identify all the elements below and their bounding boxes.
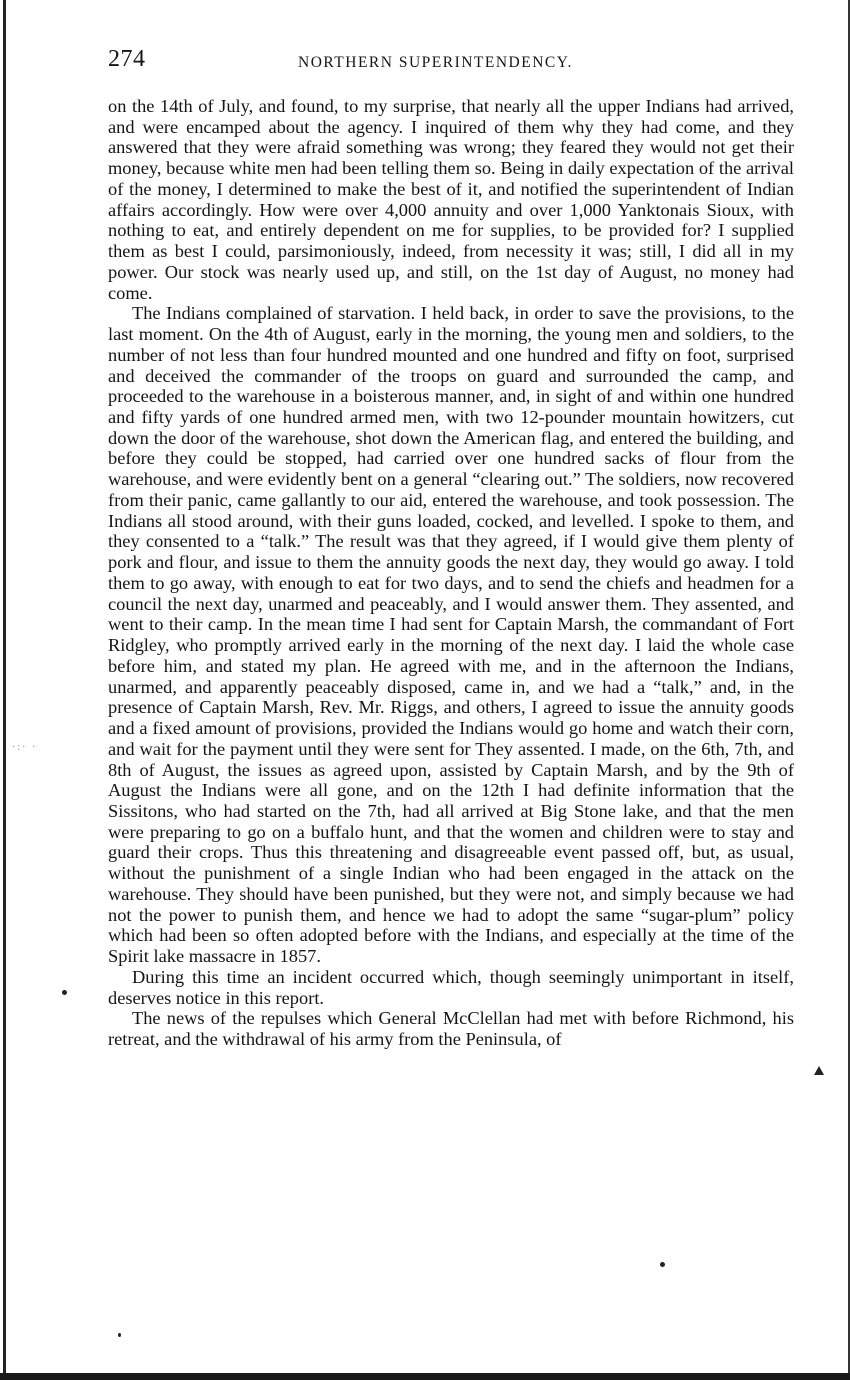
paragraph: The Indians complained of starvation. I held back, in order to save the provisions, to the last moment. On the 4th of August, early in the morning, the young men and soldiers, to the number of not less than four hundred mounted and one hundred and fifty on foot, surprised and deceived the commander of the troops on guard and surrounded the camp, and proceeded to the warehouse in a boisterous manner, and, in sight of and within one hundred and fifty yards of one hundred armed men, with two 12-pounder mountain howitzers, cut down the door of the warehouse, shot down the American flag, and entered the building, and before they could be stopped, had carried over one hundred sacks of flour from the warehouse, and were evidently bent on a general “clearing out.” The soldiers, now recovered from their panic, came gallantly to our aid, entered the warehouse, and took possession. The Indians all stood around, with their guns loaded, cocked, and levelled. I spoke to them, and they consented to a “talk.” The result was that they agreed, if I would give them plenty of pork and flour, and issue to them the annuity goods the next day, they would go away. I told them to go away, with enough to eat for two days, and to send the chiefs and headmen for a council the next day, unarmed and peaceably, and I would answer them. They assented, and went to their camp. In the mean time I had sent for Captain Marsh, the commandant of Fort Ridgley, who promptly arrived early in the morning of the next day. I laid the whole case before him, and stated my plan. He agreed with me, and in the afternoon the Indians, unarmed, and apparently peaceably disposed, came in, and we had a “talk,” and, in the presence of Captain Marsh, Rev. Mr. Riggs, and others, I agreed to issue the annuity goods and a fixed amount of provisions, provided the Indians would go home and watch their corn, and wait for the payment until they were sent for They assented. I made, on the 6th, 7th, and 8th of August, the issues as agreed upon, assisted by Captain Marsh, and by the 9th of August the Indians were all gone, and on the 12th I had definite information that the Sissitons, who had started on the 7th, had all arrived at Big Stone lake, and that the men were preparing to go on a buffalo hunt, and that the women and children were to stay and guard their crops. Thus this threatening and disagreeable event passed off, but, as usual, without the punishment of a single Indian who had been engaged in the attack on the warehouse. They should have been punished, but they were not, and simply because we had not the power to punish them, and hence we had to adopt the same “sugar-plum” policy which had been so often adopted before with the Indians, and especially at the time of the Spirit lake massacre in 1857. [108, 303, 794, 967]
ink-spot [62, 990, 67, 995]
page-edge-bottom [0, 1373, 850, 1380]
body-text [108, 96, 794, 1050]
paragraph: The news of the repulses which General McClellan had met with before Richmond, his retreat, and the withdrawal of his army from the Peninsula, of [108, 1008, 794, 1050]
margin-mark: ·:· · [12, 742, 38, 753]
page-number: 274 [108, 46, 146, 72]
page-header [108, 46, 798, 80]
running-head: NORTHERN SUPERINTENDENCY. [298, 54, 573, 71]
ink-spot [118, 1333, 121, 1337]
ink-spot [660, 1262, 665, 1267]
page-edge-left [3, 0, 6, 1380]
ink-mark-triangle [814, 1066, 824, 1075]
paragraph-continued: on the 14th of July, and found, to my surprise, that nearly all the upper Indians had arrived, and were encamped about the agency. I inquired of them why they had come, and they answered that they were afraid something was wrong; they feared they would not get their money, because white men had been telling them so. Being in daily expectation of the arrival of the money, I determined to make the best of it, and notified the superintendent of Indian affairs accordingly. How were over 4,000 annuity and over 1,000 Yanktonais Sioux, with nothing to eat, and entirely dependent on me for supplies, to be provided for? I supplied them as best I could, parsimoniously, indeed, from necessity it was; still, I did all in my power. Our stock was nearly used up, and still, on the 1st day of August, no money had come. [108, 96, 794, 303]
paragraph: During this time an incident occurred which, though seemingly unimportant in itself, deserves notice in this report. [108, 966, 794, 1008]
